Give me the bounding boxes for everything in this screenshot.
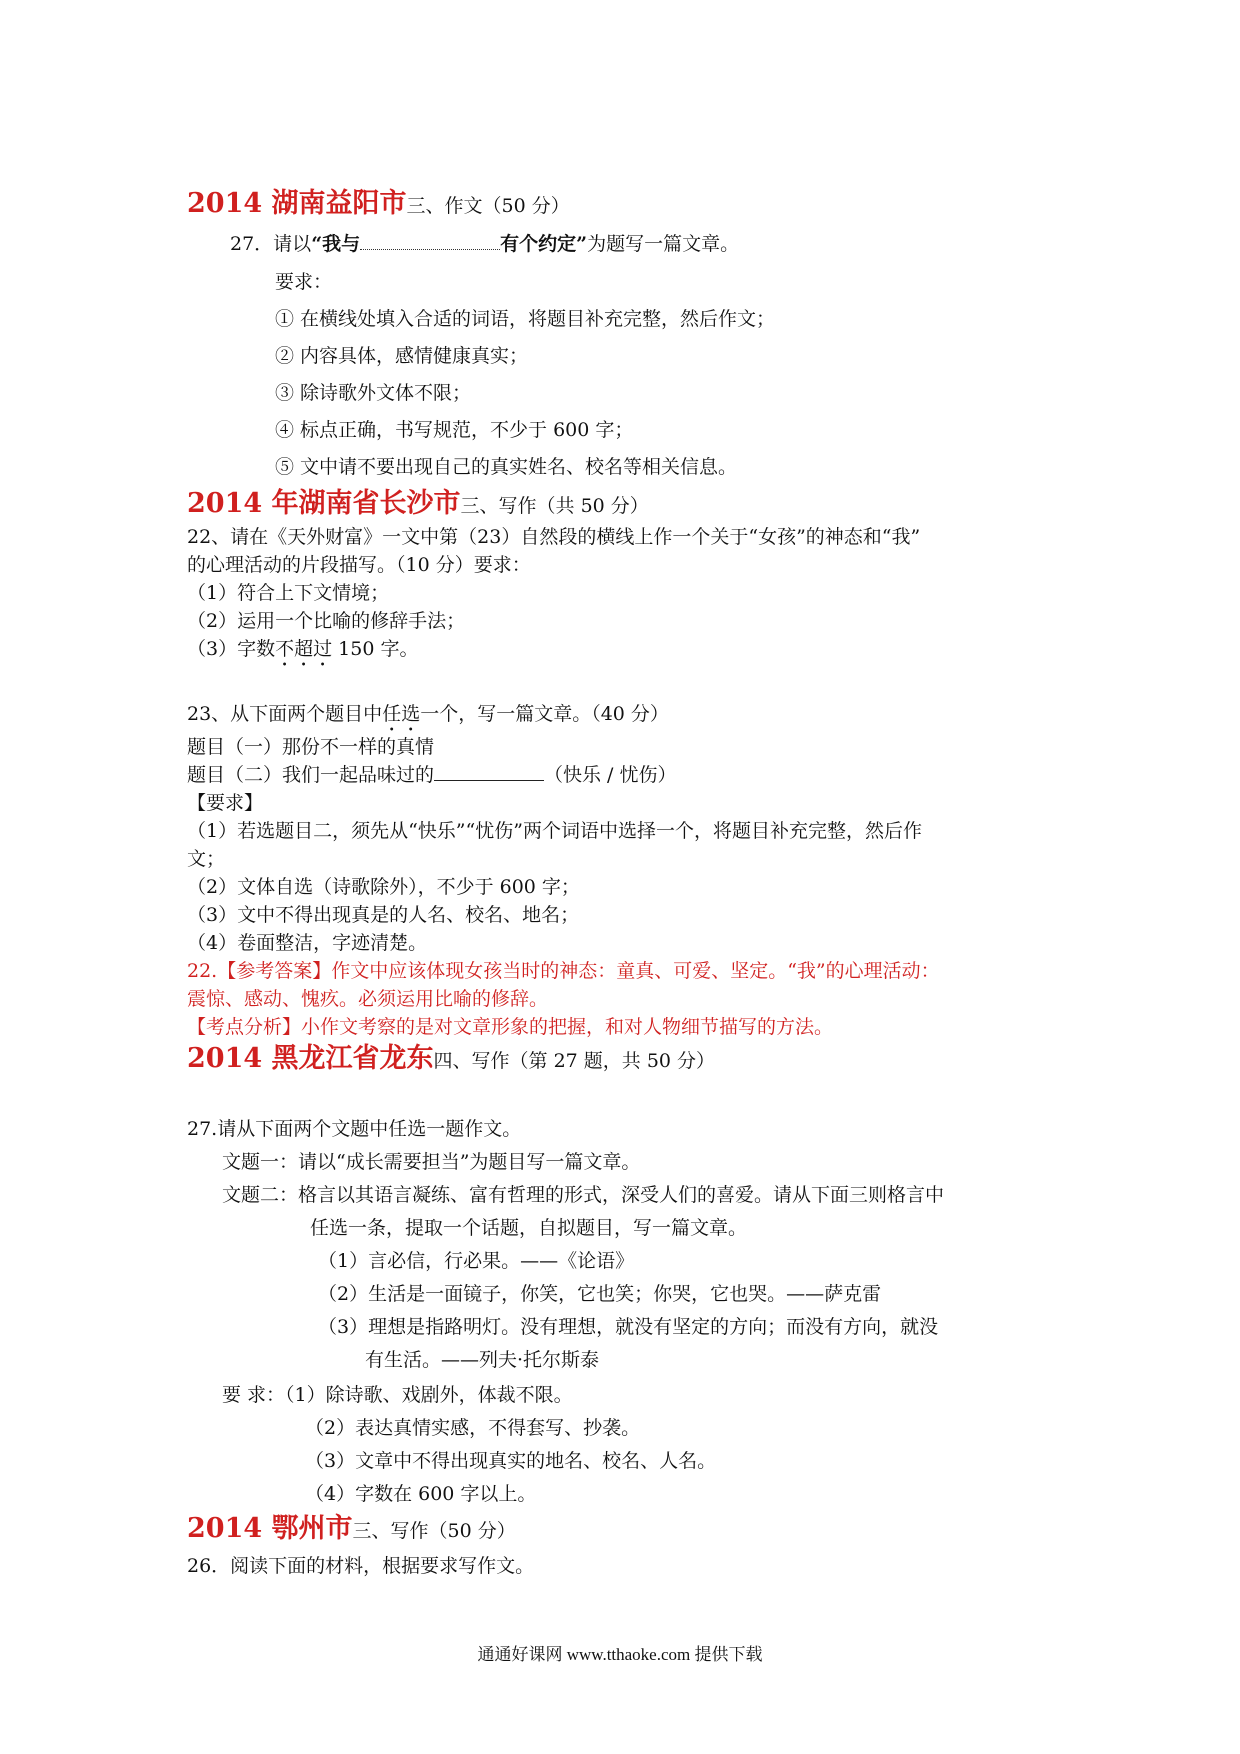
reference-answer-line1: 22.【参考答案】作文中应该体现女孩当时的神态：童真、可爱、坚定。“我”的心理活动：	[187, 960, 940, 982]
fill-blank	[434, 762, 544, 781]
section-heading-ezhou	[187, 1515, 516, 1545]
page-footer: 通通好课网 www.tthaoke.com 提供下载	[477, 1645, 763, 1664]
requirement-item: ③ 除诗歌外文体不限；	[275, 382, 472, 404]
text: （快乐 / 忧伤）	[544, 764, 677, 786]
topic-two-line2: 任选一条，提取一个话题，自拟题目，写一篇文章。	[310, 1217, 748, 1239]
requirement-label: 要求：	[275, 271, 333, 293]
requirement-item: （2）文体自选（诗歌除外），不少于 600 字；	[187, 876, 580, 898]
question-23	[187, 700, 669, 736]
requirement-item: 要 求：（1）除诗歌、戏剧外，体裁不限。	[222, 1384, 573, 1406]
question-27-longdong: 27.请从下面两个文题中任选一题作文。	[187, 1118, 522, 1140]
text: 题目（二）我们一起品味过的	[187, 764, 435, 786]
requirement-item: （2）运用一个比喻的修辞手法；	[187, 610, 466, 632]
reference-answer-line2: 震惊、感动、愧疚。必须运用比喻的修辞。	[187, 988, 549, 1010]
region-title: 2014 黑龙江省龙东	[187, 1043, 434, 1074]
question-26-ezhou: 26．阅读下面的材料，根据要求写作文。	[187, 1555, 535, 1577]
text: 一个，写一篇文章。（40 分）	[420, 703, 669, 725]
emphasis-text: 任选	[382, 703, 421, 725]
requirement-item: （2）表达真情实感，不得套写、抄袭。	[305, 1417, 641, 1439]
region-title: 2014 鄂州市	[187, 1513, 353, 1544]
emphasis-text: 不超过	[275, 638, 333, 660]
requirement-item: ④ 标点正确，书写规范，不少于 600 字；	[275, 419, 634, 441]
requirement-heading: 【要求】	[187, 792, 264, 814]
topic-two	[187, 761, 677, 789]
requirement-item-cont: 文；	[187, 848, 226, 870]
text: （3）字数	[187, 638, 276, 660]
fill-blank	[360, 231, 500, 250]
region-title: 2014 湖南益阳市	[187, 188, 407, 219]
requirement-item: （1）若选题目二，须先从“快乐”“忧伤”两个词语中选择一个，将题目补充完整，然后作	[187, 820, 922, 842]
requirement-item	[187, 635, 418, 671]
requirement-item: ① 在横线处填入合适的词语，将题目补充完整，然后作文；	[275, 308, 776, 330]
maxim-item-cont: 有生活。——列夫·托尔斯泰	[365, 1349, 600, 1371]
question-27-yiyang	[230, 230, 739, 258]
requirement-item: （1）符合上下文情境；	[187, 582, 390, 604]
section-label: 三、写作（50 分）	[352, 1520, 516, 1542]
requirement-item: （4）字数在 600 字以上。	[305, 1483, 537, 1505]
section-heading-changsha	[187, 490, 649, 520]
maxim-item: （1）言必信，行必果。——《论语》	[318, 1250, 635, 1272]
requirement-item: （3）文章中不得出现真实的地名、校名、人名。	[305, 1450, 717, 1472]
section-heading-yiyang	[187, 190, 570, 220]
topic-two-line1: 文题二：格言以其语言凝练、富有哲理的形式，深受人们的喜爱。请从下面三则格言中	[222, 1184, 945, 1206]
title-part-a: “我与	[311, 233, 361, 255]
analysis-note: 【考点分析】小作文考察的是对文章形象的把握，和对人物细节描写的方法。	[187, 1016, 834, 1038]
requirement-item: （4）卷面整洁，字迹清楚。	[187, 932, 428, 954]
question-22-line1: 22、请在《天外财富》一文中第（23）自然段的横线上作一个关于“女孩”的神态和“我”	[187, 526, 921, 548]
requirement-item: ⑤ 文中请不要出现自己的真实姓名、校名等相关信息。	[275, 456, 738, 478]
maxim-item: （3）理想是指路明灯。没有理想，就没有坚定的方向；而没有方向，就没	[318, 1316, 939, 1338]
topic-one: 文题一：请以“成长需要担当”为题目写一篇文章。	[222, 1151, 641, 1173]
question-22-line2: 的心理活动的片段描写。（10 分）要求：	[187, 554, 531, 576]
maxim-item: （2）生活是一面镜子，你笑，它也笑；你哭，它也哭。——萨克雷	[318, 1283, 882, 1305]
question-suffix: 为题写一篇文章。	[587, 233, 740, 255]
topic-one: 题目（一）那份不一样的真情	[187, 736, 435, 758]
requirement-item: （3）文中不得出现真是的人名、校名、地名；	[187, 904, 580, 926]
question-number: 27．请以	[230, 233, 312, 255]
text: 150 字。	[332, 638, 419, 660]
region-title: 2014 年湖南省长沙市	[187, 488, 461, 519]
section-label: 三、作文（50 分）	[406, 195, 570, 217]
title-part-b: 有个约定”	[500, 233, 588, 255]
requirement-item: ② 内容具体，感情健康真实；	[275, 345, 529, 367]
section-label: 三、写作（共 50 分）	[460, 495, 649, 517]
section-heading-longdong	[187, 1045, 715, 1075]
section-label: 四、写作（第 27 题，共 50 分）	[433, 1050, 716, 1072]
text: 23、从下面两个题目中	[187, 703, 383, 725]
